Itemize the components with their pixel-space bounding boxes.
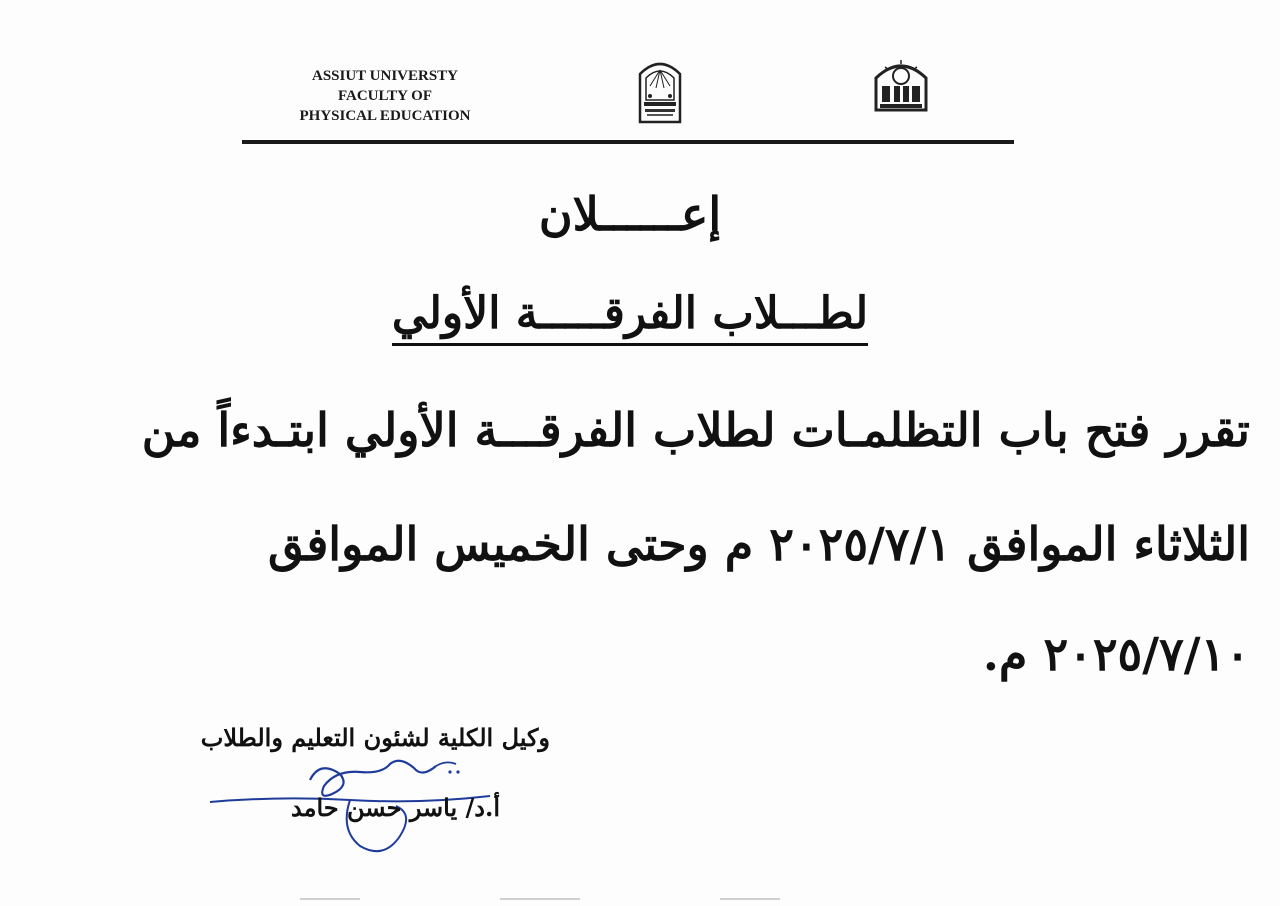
faculty-logo-icon (636, 56, 684, 124)
header-university-name: ASSIUT UNIVERSTY (311, 68, 459, 84)
announcement-subtitle-text: لطـــلاب الفرقـــــة الأولي (392, 288, 868, 346)
announcement-subtitle (340, 284, 920, 344)
header-divider (242, 140, 1014, 144)
scan-edge-marks (300, 896, 1000, 902)
body-line-3: ٢٠٢٥/٧/١٠ م. (982, 627, 1250, 681)
announcement-title: إعــــــلان (538, 187, 722, 241)
body-line-1: تقرر فتح باب التظلمـات لطلاب الفرقـــة الأولي ابتـدءاً من (141, 403, 1250, 457)
university-logo-icon (872, 58, 930, 112)
header-faculty-of: FACULTY OF (337, 88, 433, 104)
header-department-name: PHYSICAL EDUCATION (299, 108, 471, 124)
signatory-name: أ.د/ ياسر حسن حامد (290, 793, 500, 822)
english-header (270, 66, 500, 126)
signatory-title: وكيل الكلية لشئون التعليم والطلاب (200, 723, 550, 752)
body-line-2: الثلاثاء الموافق ٢٠٢٥/٧/١ م وحتى الخميس الموافق (267, 517, 1250, 571)
